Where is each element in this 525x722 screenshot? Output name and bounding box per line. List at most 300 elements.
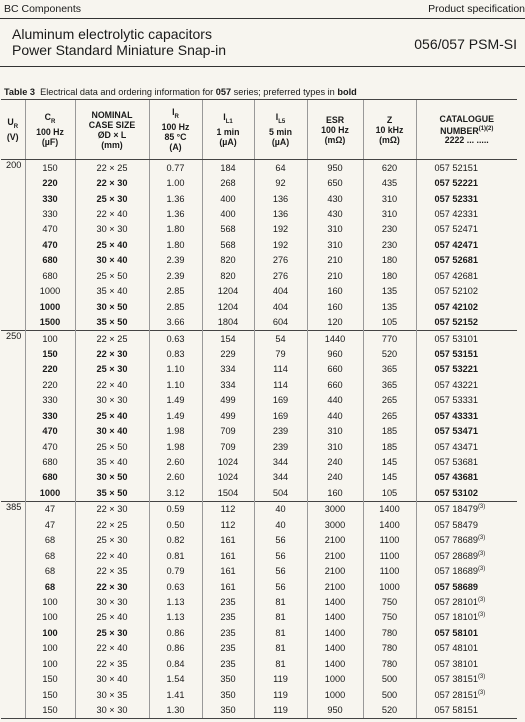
table-row bbox=[1, 548, 517, 563]
voltage-cell bbox=[1, 594, 25, 609]
impedance-cell: 500 bbox=[363, 671, 416, 686]
esr-cell: 2100 bbox=[307, 533, 363, 548]
ripple-current-cell: 0.81 bbox=[149, 548, 202, 563]
voltage-cell bbox=[1, 470, 25, 485]
leakage-1min-cell: 499 bbox=[202, 408, 254, 423]
catalogue-number-cell bbox=[416, 330, 517, 346]
case-size-cell: 25 × 40 bbox=[75, 408, 149, 423]
catalogue-number-cell bbox=[416, 377, 517, 392]
leakage-5min-cell: 92 bbox=[254, 175, 307, 190]
esr-cell: 310 bbox=[307, 222, 363, 237]
document-title bbox=[12, 26, 226, 58]
catalogue-number: 057 48101 bbox=[434, 643, 478, 654]
ripple-current-cell: 0.79 bbox=[149, 563, 202, 578]
leakage-5min-cell: 56 bbox=[254, 563, 307, 578]
doc-type: Product specification bbox=[428, 3, 525, 15]
cap-cell: 100 bbox=[25, 641, 75, 656]
catalogue-number-cell bbox=[416, 470, 517, 485]
esr-cell: 210 bbox=[307, 253, 363, 268]
cap-cell: 220 bbox=[25, 175, 75, 190]
impedance-cell: 230 bbox=[363, 237, 416, 252]
leakage-1min-cell: 1204 bbox=[202, 284, 254, 299]
leakage-5min-cell: 344 bbox=[254, 454, 307, 469]
leakage-5min-cell: 81 bbox=[254, 641, 307, 656]
leakage-1min-cell: 400 bbox=[202, 191, 254, 206]
col-header-il1: $I_{L1}$ 1 min (µA) bbox=[202, 100, 254, 160]
voltage-cell bbox=[1, 579, 25, 594]
catalogue-number-cell bbox=[416, 393, 517, 408]
table-row bbox=[1, 656, 517, 671]
ripple-current-cell: 0.63 bbox=[149, 579, 202, 594]
voltage-cell bbox=[1, 253, 25, 268]
impedance-cell: 1000 bbox=[363, 579, 416, 594]
impedance-cell: 1100 bbox=[363, 533, 416, 548]
voltage-cell bbox=[1, 222, 25, 237]
table-row bbox=[1, 470, 517, 485]
esr-cell: 310 bbox=[307, 439, 363, 454]
leakage-1min-cell: 568 bbox=[202, 237, 254, 252]
impedance-cell: 1400 bbox=[363, 517, 416, 532]
table-row bbox=[1, 563, 517, 578]
table-row bbox=[1, 175, 517, 190]
catalogue-number: 057 52681 bbox=[434, 255, 478, 266]
cap-cell: 150 bbox=[25, 160, 75, 176]
leakage-5min-cell: 239 bbox=[254, 423, 307, 438]
esr-cell: 2100 bbox=[307, 563, 363, 578]
catalogue-number-cell bbox=[416, 206, 517, 221]
voltage-cell: 385 bbox=[1, 501, 25, 517]
impedance-cell: 1100 bbox=[363, 548, 416, 563]
catalogue-number: 057 52331 bbox=[434, 193, 478, 204]
leakage-5min-cell: 119 bbox=[254, 702, 307, 718]
ripple-current-cell: 2.39 bbox=[149, 268, 202, 283]
catalogue-number: 057 28101 bbox=[434, 597, 478, 607]
impedance-cell: 180 bbox=[363, 253, 416, 268]
col-header-case-size: NOMINAL CASE SIZE ØD × L (mm) bbox=[75, 100, 149, 160]
table-row bbox=[1, 579, 517, 594]
case-size-cell: 22 × 40 bbox=[75, 377, 149, 392]
cap-cell: 100 bbox=[25, 610, 75, 625]
catalogue-number: 057 78689 bbox=[434, 535, 478, 546]
catalogue-number: 057 28689 bbox=[434, 550, 478, 561]
leakage-5min-cell: 40 bbox=[254, 501, 307, 517]
ripple-current-cell: 1.36 bbox=[149, 191, 202, 206]
catalogue-number-cell bbox=[416, 563, 517, 578]
leakage-5min-cell: 136 bbox=[254, 191, 307, 206]
ripple-current-cell: 2.60 bbox=[149, 454, 202, 469]
esr-cell: 440 bbox=[307, 408, 363, 423]
leakage-5min-cell: 192 bbox=[254, 222, 307, 237]
case-size-cell: 25 × 30 bbox=[75, 625, 149, 640]
esr-cell: 310 bbox=[307, 237, 363, 252]
ripple-current-cell: 0.84 bbox=[149, 656, 202, 671]
table-row bbox=[1, 346, 517, 361]
leakage-1min-cell: 161 bbox=[202, 563, 254, 578]
col-header-esr: ESR 100 Hz (mΩ) bbox=[307, 100, 363, 160]
table-row bbox=[1, 485, 517, 501]
table-row bbox=[1, 222, 517, 237]
ripple-current-cell: 2.85 bbox=[149, 284, 202, 299]
leakage-5min-cell: 136 bbox=[254, 206, 307, 221]
table-body bbox=[1, 160, 517, 719]
table-row bbox=[1, 408, 517, 423]
impedance-cell: 520 bbox=[363, 702, 416, 718]
cap-cell: 150 bbox=[25, 346, 75, 361]
case-size-cell: 25 × 40 bbox=[75, 237, 149, 252]
voltage-cell bbox=[1, 656, 25, 671]
cap-cell: 330 bbox=[25, 191, 75, 206]
catalogue-number: 057 52471 bbox=[434, 224, 478, 235]
cap-cell: 150 bbox=[25, 687, 75, 702]
leakage-5min-cell: 81 bbox=[254, 625, 307, 640]
impedance-cell: 145 bbox=[363, 454, 416, 469]
case-size-cell: 30 × 40 bbox=[75, 253, 149, 268]
col-header-catalogue: CATALOGUE $NUMBER^{(1)(2)}$ 2222 ... ..... bbox=[416, 100, 517, 160]
leakage-1min-cell: 112 bbox=[202, 501, 254, 517]
header-row bbox=[1, 100, 517, 160]
footnote-marker: (3) bbox=[477, 535, 486, 542]
cap-cell: 47 bbox=[25, 517, 75, 532]
catalogue-number-cell bbox=[416, 439, 517, 454]
table-row bbox=[1, 423, 517, 438]
leakage-1min-cell: 229 bbox=[202, 346, 254, 361]
catalogue-number-cell bbox=[416, 641, 517, 656]
case-size-cell: 22 × 35 bbox=[75, 563, 149, 578]
voltage-cell bbox=[1, 206, 25, 221]
case-size-cell: 22 × 35 bbox=[75, 656, 149, 671]
case-size-cell: 30 × 35 bbox=[75, 687, 149, 702]
cap-cell: 1500 bbox=[25, 314, 75, 330]
table-caption bbox=[4, 87, 357, 97]
leakage-5min-cell: 56 bbox=[254, 548, 307, 563]
leakage-5min-cell: 56 bbox=[254, 533, 307, 548]
voltage-cell bbox=[1, 548, 25, 563]
leakage-1min-cell: 1024 bbox=[202, 454, 254, 469]
table-row bbox=[1, 454, 517, 469]
catalogue-number-cell bbox=[416, 314, 517, 330]
cap-cell: 150 bbox=[25, 671, 75, 686]
leakage-1min-cell: 184 bbox=[202, 160, 254, 176]
leakage-5min-cell: 276 bbox=[254, 253, 307, 268]
catalogue-number-cell bbox=[416, 423, 517, 438]
catalogue-number-cell bbox=[416, 237, 517, 252]
impedance-cell: 185 bbox=[363, 439, 416, 454]
case-size-cell: 30 × 50 bbox=[75, 299, 149, 314]
leakage-5min-cell: 404 bbox=[254, 299, 307, 314]
ripple-current-cell: 1.98 bbox=[149, 423, 202, 438]
catalogue-number: 057 18689 bbox=[434, 566, 478, 577]
table-row bbox=[1, 268, 517, 283]
leakage-1min-cell: 1504 bbox=[202, 485, 254, 501]
cap-cell: 470 bbox=[25, 222, 75, 237]
impedance-cell: 135 bbox=[363, 284, 416, 299]
voltage-cell bbox=[1, 268, 25, 283]
catalogue-number: 057 18101 bbox=[434, 612, 478, 623]
esr-cell: 1400 bbox=[307, 656, 363, 671]
voltage-cell bbox=[1, 702, 25, 718]
leakage-1min-cell: 350 bbox=[202, 702, 254, 718]
voltage-cell bbox=[1, 423, 25, 438]
voltage-cell bbox=[1, 191, 25, 206]
leakage-1min-cell: 334 bbox=[202, 362, 254, 377]
leakage-1min-cell: 350 bbox=[202, 671, 254, 686]
caption-bold-word: bold bbox=[337, 87, 357, 97]
esr-cell: 1440 bbox=[307, 330, 363, 346]
impedance-cell: 365 bbox=[363, 362, 416, 377]
page-header bbox=[0, 0, 525, 19]
esr-cell: 950 bbox=[307, 702, 363, 718]
company-name: BC Components bbox=[4, 3, 82, 15]
cap-cell: 680 bbox=[25, 454, 75, 469]
voltage-cell bbox=[1, 439, 25, 454]
case-size-cell: 35 × 40 bbox=[75, 284, 149, 299]
esr-cell: 1400 bbox=[307, 594, 363, 609]
esr-cell: 160 bbox=[307, 284, 363, 299]
leakage-1min-cell: 1804 bbox=[202, 314, 254, 330]
esr-cell: 210 bbox=[307, 268, 363, 283]
title-line-2: Power Standard Miniature Snap-in bbox=[12, 42, 227, 58]
leakage-5min-cell: 79 bbox=[254, 346, 307, 361]
ripple-current-cell: 0.83 bbox=[149, 346, 202, 361]
leakage-1min-cell: 154 bbox=[202, 330, 254, 346]
leakage-5min-cell: 81 bbox=[254, 656, 307, 671]
voltage-cell bbox=[1, 377, 25, 392]
case-size-cell: 35 × 50 bbox=[75, 485, 149, 501]
footnote-marker: (3) bbox=[477, 689, 486, 696]
ripple-current-cell: 1.10 bbox=[149, 362, 202, 377]
ripple-current-cell: 1.13 bbox=[149, 610, 202, 625]
ripple-current-cell: 0.86 bbox=[149, 641, 202, 656]
voltage-cell bbox=[1, 625, 25, 640]
voltage-cell bbox=[1, 641, 25, 656]
ripple-current-cell: 1.00 bbox=[149, 175, 202, 190]
catalogue-number: 057 58101 bbox=[434, 627, 478, 638]
case-size-cell: 22 × 30 bbox=[75, 175, 149, 190]
case-size-cell: 22 × 30 bbox=[75, 501, 149, 517]
table-row bbox=[1, 501, 517, 517]
catalogue-number-cell bbox=[416, 408, 517, 423]
col-header-ur: $U_R$ (V) bbox=[1, 100, 25, 160]
catalogue-number-cell bbox=[416, 671, 517, 686]
electrical-data-table bbox=[1, 99, 517, 719]
catalogue-number: 057 18479 bbox=[434, 504, 478, 515]
table-row bbox=[1, 687, 517, 702]
catalogue-number: 057 58479 bbox=[434, 519, 478, 530]
ripple-current-cell: 2.60 bbox=[149, 470, 202, 485]
table-row bbox=[1, 362, 517, 377]
leakage-1min-cell: 161 bbox=[202, 579, 254, 594]
catalogue-number: 057 53331 bbox=[434, 395, 478, 406]
case-size-cell: 30 × 30 bbox=[75, 594, 149, 609]
leakage-5min-cell: 40 bbox=[254, 517, 307, 532]
case-size-cell: 25 × 50 bbox=[75, 439, 149, 454]
leakage-1min-cell: 820 bbox=[202, 253, 254, 268]
footnote-marker: (3) bbox=[477, 612, 486, 619]
ripple-current-cell: 1.49 bbox=[149, 408, 202, 423]
impedance-cell: 230 bbox=[363, 222, 416, 237]
catalogue-number-cell bbox=[416, 702, 517, 718]
ripple-current-cell: 1.41 bbox=[149, 687, 202, 702]
esr-cell: 240 bbox=[307, 470, 363, 485]
voltage-cell bbox=[1, 517, 25, 532]
col-header-cr: $C_R$ 100 Hz (µF) bbox=[25, 100, 75, 160]
case-size-cell: 25 × 30 bbox=[75, 191, 149, 206]
leakage-5min-cell: 504 bbox=[254, 485, 307, 501]
catalogue-number-cell bbox=[416, 284, 517, 299]
leakage-1min-cell: 235 bbox=[202, 641, 254, 656]
impedance-cell: 500 bbox=[363, 687, 416, 702]
title-line-1: Aluminum electrolytic capacitors bbox=[12, 26, 212, 42]
impedance-cell: 750 bbox=[363, 610, 416, 625]
case-size-cell: 22 × 25 bbox=[75, 160, 149, 176]
cap-cell: 470 bbox=[25, 439, 75, 454]
esr-cell: 440 bbox=[307, 393, 363, 408]
cap-cell: 1000 bbox=[25, 299, 75, 314]
voltage-cell bbox=[1, 284, 25, 299]
cap-cell: 150 bbox=[25, 702, 75, 718]
footnote-marker: (3) bbox=[477, 504, 486, 511]
catalogue-number-cell bbox=[416, 362, 517, 377]
catalogue-number-cell bbox=[416, 579, 517, 594]
catalogue-number: 057 38151 bbox=[434, 674, 478, 685]
leakage-1min-cell: 112 bbox=[202, 517, 254, 532]
footnote-marker: (3) bbox=[477, 596, 486, 603]
table-row bbox=[1, 377, 517, 392]
cap-cell: 47 bbox=[25, 501, 75, 517]
case-size-cell: 30 × 40 bbox=[75, 671, 149, 686]
leakage-5min-cell: 119 bbox=[254, 671, 307, 686]
impedance-cell: 780 bbox=[363, 625, 416, 640]
ripple-current-cell: 1.49 bbox=[149, 393, 202, 408]
voltage-cell: 200 bbox=[1, 160, 25, 176]
cap-cell: 100 bbox=[25, 625, 75, 640]
leakage-1min-cell: 235 bbox=[202, 656, 254, 671]
catalogue-number-cell bbox=[416, 594, 517, 609]
ripple-current-cell: 3.12 bbox=[149, 485, 202, 501]
catalogue-number-cell bbox=[416, 656, 517, 671]
impedance-cell: 180 bbox=[363, 268, 416, 283]
leakage-1min-cell: 400 bbox=[202, 206, 254, 221]
leakage-5min-cell: 64 bbox=[254, 160, 307, 176]
voltage-cell bbox=[1, 671, 25, 686]
case-size-cell: 30 × 30 bbox=[75, 393, 149, 408]
catalogue-number: 057 52221 bbox=[434, 178, 478, 189]
table-row bbox=[1, 393, 517, 408]
catalogue-number-cell bbox=[416, 625, 517, 640]
footnote-marker: (3) bbox=[477, 550, 486, 557]
table-row bbox=[1, 517, 517, 532]
catalogue-number: 057 53151 bbox=[434, 348, 478, 359]
ripple-current-cell: 0.63 bbox=[149, 330, 202, 346]
catalogue-number: 057 43681 bbox=[434, 472, 478, 483]
table-row bbox=[1, 191, 517, 206]
caption-text-1: Electrical data and ordering information for bbox=[40, 87, 216, 97]
cap-cell: 100 bbox=[25, 656, 75, 671]
impedance-cell: 620 bbox=[363, 160, 416, 176]
leakage-1min-cell: 334 bbox=[202, 377, 254, 392]
leakage-1min-cell: 820 bbox=[202, 268, 254, 283]
table-label: Table 3 bbox=[4, 87, 35, 97]
esr-cell: 2100 bbox=[307, 579, 363, 594]
caption-text-2: series; preferred types in bbox=[231, 87, 338, 97]
esr-cell: 1400 bbox=[307, 610, 363, 625]
catalogue-number-cell bbox=[416, 175, 517, 190]
impedance-cell: 780 bbox=[363, 641, 416, 656]
case-size-cell: 22 × 25 bbox=[75, 517, 149, 532]
cap-cell: 330 bbox=[25, 393, 75, 408]
leakage-5min-cell: 54 bbox=[254, 330, 307, 346]
catalogue-number-cell bbox=[416, 253, 517, 268]
catalogue-number: 057 52152 bbox=[434, 317, 478, 328]
case-size-cell: 22 × 40 bbox=[75, 641, 149, 656]
leakage-5min-cell: 604 bbox=[254, 314, 307, 330]
impedance-cell: 105 bbox=[363, 485, 416, 501]
voltage-cell bbox=[1, 175, 25, 190]
table-row bbox=[1, 314, 517, 330]
voltage-cell bbox=[1, 454, 25, 469]
catalogue-number: 057 43221 bbox=[434, 379, 478, 390]
leakage-5min-cell: 56 bbox=[254, 579, 307, 594]
case-size-cell: 25 × 30 bbox=[75, 533, 149, 548]
esr-cell: 430 bbox=[307, 191, 363, 206]
cap-cell: 68 bbox=[25, 548, 75, 563]
ripple-current-cell: 0.86 bbox=[149, 625, 202, 640]
catalogue-number-cell bbox=[416, 687, 517, 702]
cap-cell: 680 bbox=[25, 253, 75, 268]
catalogue-number-cell bbox=[416, 517, 517, 532]
esr-cell: 430 bbox=[307, 206, 363, 221]
ripple-current-cell: 1.10 bbox=[149, 377, 202, 392]
table-row bbox=[1, 439, 517, 454]
case-size-cell: 30 × 40 bbox=[75, 423, 149, 438]
caption-series: 057 bbox=[215, 87, 232, 97]
catalogue-number-cell bbox=[416, 454, 517, 469]
impedance-cell: 265 bbox=[363, 393, 416, 408]
impedance-cell: 365 bbox=[363, 377, 416, 392]
case-size-cell: 30 × 30 bbox=[75, 222, 149, 237]
esr-cell: 160 bbox=[307, 485, 363, 501]
leakage-5min-cell: 239 bbox=[254, 439, 307, 454]
case-size-cell: 35 × 40 bbox=[75, 454, 149, 469]
table-row bbox=[1, 610, 517, 625]
table-row bbox=[1, 206, 517, 221]
ripple-current-cell: 1.30 bbox=[149, 702, 202, 718]
esr-cell: 1000 bbox=[307, 687, 363, 702]
case-size-cell: 25 × 50 bbox=[75, 268, 149, 283]
impedance-cell: 135 bbox=[363, 299, 416, 314]
esr-cell: 310 bbox=[307, 423, 363, 438]
esr-cell: 160 bbox=[307, 299, 363, 314]
col-header-il5: $I_{L5}$ 5 min (µA) bbox=[254, 100, 307, 160]
catalogue-number: 057 43331 bbox=[434, 410, 478, 421]
table-row bbox=[1, 671, 517, 686]
esr-cell: 950 bbox=[307, 160, 363, 176]
leakage-5min-cell: 81 bbox=[254, 594, 307, 609]
voltage-cell bbox=[1, 346, 25, 361]
ripple-current-cell: 1.80 bbox=[149, 222, 202, 237]
catalogue-number: 057 42681 bbox=[434, 270, 478, 281]
leakage-1min-cell: 161 bbox=[202, 533, 254, 548]
impedance-cell: 750 bbox=[363, 594, 416, 609]
impedance-cell: 105 bbox=[363, 314, 416, 330]
case-size-cell: 30 × 30 bbox=[75, 702, 149, 718]
catalogue-number: 057 43471 bbox=[434, 441, 478, 452]
impedance-cell: 520 bbox=[363, 346, 416, 361]
voltage-cell bbox=[1, 563, 25, 578]
catalogue-number: 057 28151 bbox=[434, 689, 478, 700]
catalogue-number-cell bbox=[416, 299, 517, 314]
ripple-current-cell: 1.98 bbox=[149, 439, 202, 454]
